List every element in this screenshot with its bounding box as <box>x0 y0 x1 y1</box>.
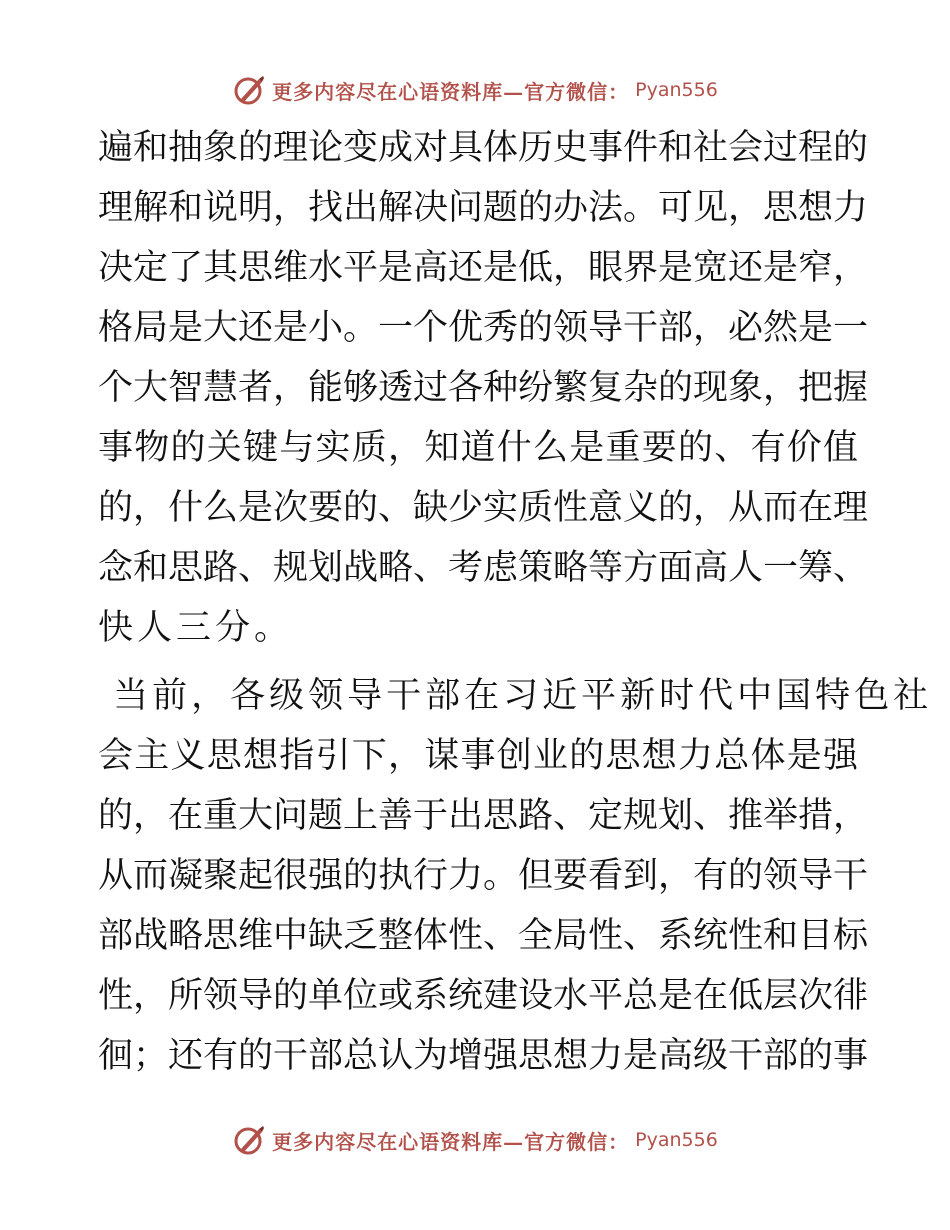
text-line: 格局是大还是小。一个优秀的领导干部，必然是一 <box>98 308 869 348</box>
text-line: 的，在重大问题上善于出思路、定规划、推举措， <box>98 796 869 836</box>
pen-logo-icon <box>232 73 266 107</box>
text-line: 事物的关键与实质，知道什么是重要的、有价值 <box>98 428 858 468</box>
footer-banner-text: 更多内容尽在心语资料库—官方微信： <box>272 1129 630 1154</box>
text-line: 部战略思维中缺乏整体性、全局性、系统性和目标 <box>98 916 869 956</box>
text-line: 当前，各级领导干部在习近平新时代中国特色社 <box>98 676 933 716</box>
pen-logo-icon <box>232 1123 266 1157</box>
footer-banner-contact: Pyan556 <box>635 1129 718 1151</box>
text-line: 的，什么是次要的、缺少实质性意义的，从而在理 <box>98 488 869 528</box>
paragraph-2 <box>98 666 933 1086</box>
text-line: 徊；还有的干部总认为增强思想力是高级干部的事 <box>98 1036 869 1076</box>
header-banner <box>0 70 950 110</box>
text-line: 遍和抽象的理论变成对具体历史事件和社会过程的 <box>98 128 869 168</box>
text-line: 从而凝聚起很强的执行力。但要看到，有的领导干 <box>98 856 869 896</box>
paragraph-1 <box>98 118 869 658</box>
text-line: 性，所领导的单位或系统建设水平总是在低层次徘 <box>98 976 869 1016</box>
document-body <box>98 118 933 1086</box>
text-line: 念和思路、规划战略、考虑策略等方面高人一筹、 <box>98 548 869 588</box>
header-banner-contact: Pyan556 <box>635 79 718 101</box>
text-line: 理解和说明，找出解决问题的办法。可见，思想力 <box>98 188 869 228</box>
footer-banner <box>0 1120 950 1160</box>
text-line: 决定了其思维水平是高还是低，眼界是宽还是窄， <box>98 248 869 288</box>
paragraph-spacer <box>98 658 858 666</box>
text-line: 快人三分。 <box>98 608 294 648</box>
text-line: 会主义思想指引下，谋事创业的思想力总体是强 <box>98 736 858 776</box>
header-banner-text: 更多内容尽在心语资料库—官方微信： <box>272 79 630 104</box>
text-line: 个大智慧者，能够透过各种纷繁复杂的现象，把握 <box>98 368 869 408</box>
